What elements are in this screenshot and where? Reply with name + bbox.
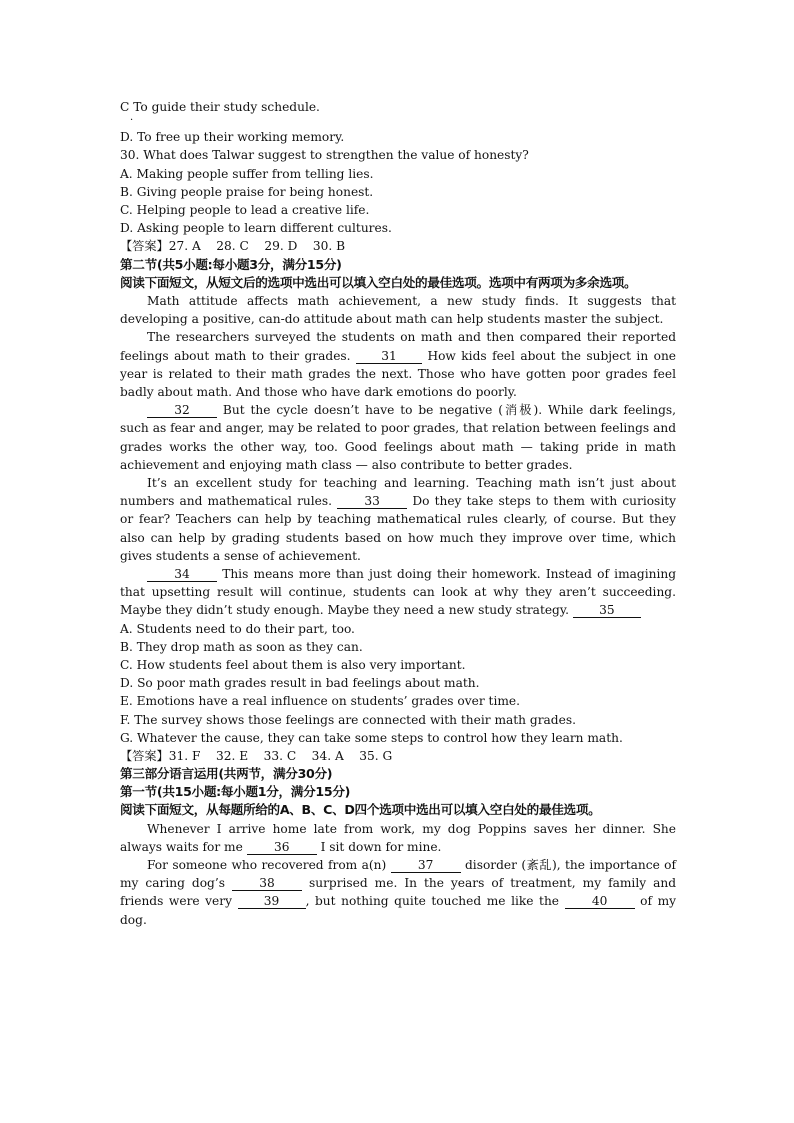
passage-paragraph-1: Math attitude affects math achievement, a new study finds. It suggests that developing a positive, can-do attitude about math can help students master the subject. — [120, 293, 676, 327]
option-30a: A. Making people suffer from telling lies. — [120, 166, 374, 181]
document-page — [120, 98, 676, 929]
part3-heading: 第三部分语言运用(共两节，满分30分) — [120, 766, 333, 782]
option-30d: D. Asking people to learn different cultures. — [120, 221, 392, 236]
blank-32: 32 — [147, 403, 217, 418]
blank-33: 33 — [337, 494, 407, 509]
part3-instruction: 阅读下面短文，从每题所给的A、B、C、D四个选项中选出可以填入空白处的最佳选项。 — [120, 802, 601, 818]
stray-dot: · — [130, 115, 134, 127]
passage-paragraph-4: It’s an excellent study for teaching and learning. Teaching math isn’t just about numbers and mathematical rules. 33 Do they take steps to them with curiosity or fear? Teachers can help by teaching mathematical rules clearly, of course. But they also can help by grading students based on how much they improve over time, which gives students a sense of achievement. — [120, 475, 676, 563]
option-f: F. The survey shows those feelings are connected with their math grades. — [120, 712, 576, 727]
option-c: C. How students feel about them is also very important. — [120, 657, 466, 672]
answer-key-27-30: 【答案】27. A 28. C 29. D 30. B — [120, 239, 346, 254]
option-30c: C. Helping people to lead a creative life. — [120, 202, 370, 217]
blank-37: 37 — [391, 858, 461, 873]
blank-36: 36 — [247, 840, 317, 855]
passage-paragraph-3: 32 But the cycle doesn’t have to be negative (消极). While dark feelings, such as fear and anger, may be related to poor grades, that relation between feelings and grades works the other way, too. Good feelings about math — taking pride in math achievement and enjoying math class — also contribute to better grades. — [120, 403, 677, 472]
blank-35: 35 — [573, 603, 641, 618]
option-a: A. Students need to do their part, too. — [120, 621, 355, 636]
blank-34: 34 — [147, 567, 217, 582]
cloze-paragraph-1: Whenever I arrive home late from work, my dog Poppins saves her dinner. She always waits for me 36 I sit down for mine. — [120, 821, 676, 854]
option-g: G. Whatever the cause, they can take some steps to control how they learn math. — [120, 730, 623, 745]
question-30-stem: 30. What does Talwar suggest to strengthen the value of honesty? — [120, 148, 529, 163]
cloze-paragraph-2: For someone who recovered from a(n) 37 disorder (紊乱), the importance of my caring dog’s 38 surprised me. In the years of treatment, my family and friends were very 39 , but nothing quite touched me like the 40 of my dog. — [120, 858, 677, 927]
blank-40: 40 — [565, 894, 635, 909]
part3-sub-heading: 第一节(共15小题:每小题1分，满分15分) — [120, 784, 351, 800]
option-29c: C To guide their study schedule. — [120, 100, 320, 114]
section2-heading: 第二节(共5小题:每小题3分，满分15分) — [120, 256, 342, 272]
section2-instruction: 阅读下面短文，从短文后的选项中选出可以填入空白处的最佳选项。选项中有两项为多余选项。 — [120, 274, 637, 290]
passage-dog-poppins — [120, 820, 676, 929]
option-e: E. Emotions have a real influence on students’ grades over time. — [120, 694, 520, 709]
option-30b: B. Giving people praise for being honest. — [120, 184, 374, 199]
answer-key-31-35: 【答案】31. F 32. E 33. C 34. A 35. G — [120, 748, 393, 763]
passage-paragraph-5: 34 This means more than just doing their homework. Instead of imagining that upsetting result will continue, students can look at why they aren’t succeeding. Maybe they didn’t study enough. Maybe they need a new study strategy. 35 — [120, 566, 676, 618]
option-d: D. So poor math grades result in bad feelings about math. — [120, 676, 480, 691]
blank-39: 39 — [238, 894, 306, 909]
blank-31: 31 — [356, 349, 422, 364]
passage-paragraph-2: The researchers surveyed the students on math and then compared their reported feelings about math to their grades. 31 How kids feel about the subject in one year is related to their math grades the next. Those who have gotten poor grades feel badly about math. And those who have dark emotions do poorly. — [120, 330, 677, 399]
option-29d: D. To free up their working memory. — [120, 130, 345, 145]
option-b: B. They drop math as soon as they can. — [120, 639, 363, 654]
passage-math-attitude — [120, 292, 676, 620]
blank-38: 38 — [232, 876, 302, 891]
